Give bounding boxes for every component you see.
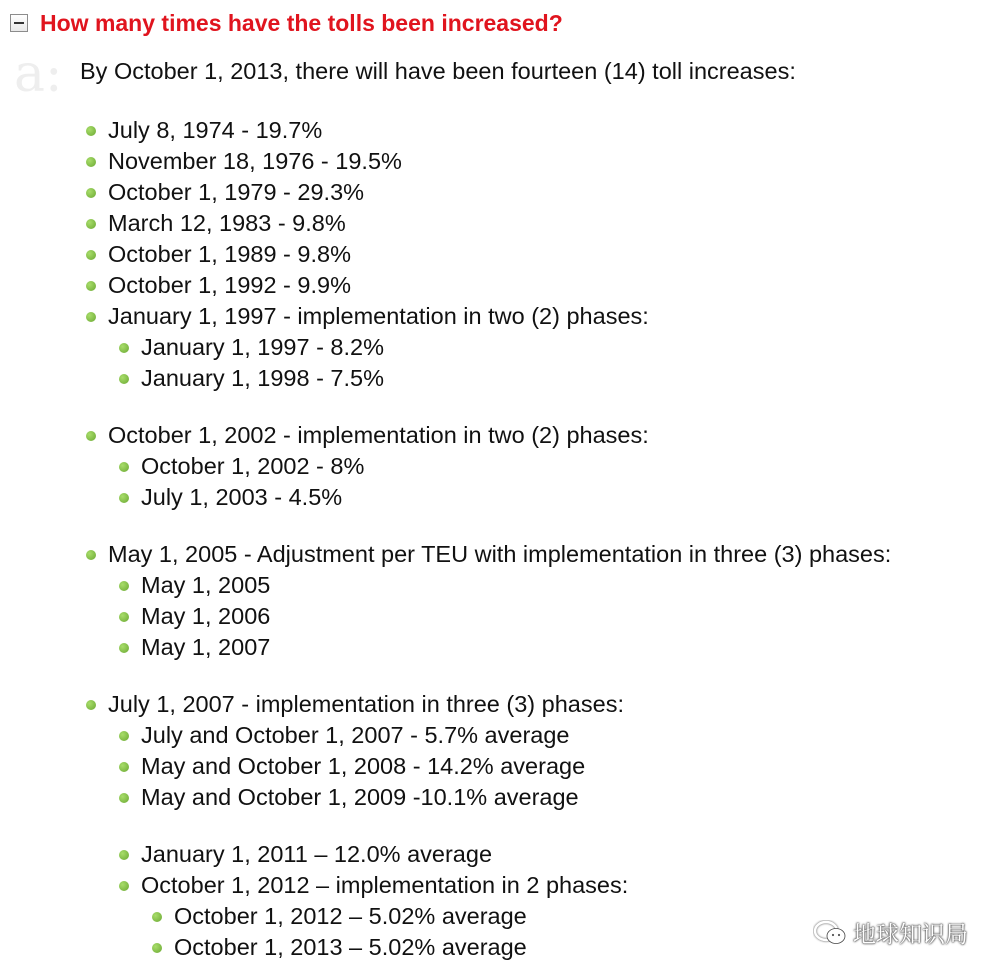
bullet-icon <box>119 612 129 622</box>
bullet-icon <box>119 343 129 353</box>
bullet-icon <box>86 312 96 322</box>
list-item <box>80 539 891 663</box>
list-item-text: October 1, 2002 - implementation in two (2) phases: <box>108 422 649 448</box>
bullet-icon <box>152 912 162 922</box>
list-item <box>80 177 891 208</box>
list-item <box>80 146 891 177</box>
sub-list-item <box>80 751 891 782</box>
sub-list-item-text: July and October 1, 2007 - 5.7% average <box>141 722 570 748</box>
answer-body <box>80 56 891 963</box>
sub-list-item <box>80 482 891 513</box>
watermark <box>813 916 968 949</box>
sub-list-item-text: May 1, 2006 <box>141 603 271 629</box>
collapse-toggle-icon[interactable] <box>10 14 28 32</box>
faq-header <box>10 8 563 38</box>
list-item <box>80 689 891 963</box>
sub-list-item <box>80 601 891 632</box>
bullet-icon <box>119 762 129 772</box>
list-item <box>80 301 891 394</box>
list-item-text: March 12, 1983 - 9.8% <box>108 210 346 236</box>
watermark-text: 地球知识局 <box>853 921 968 947</box>
bullet-icon <box>119 643 129 653</box>
bullet-icon <box>86 281 96 291</box>
bullet-icon <box>119 581 129 591</box>
sub-list-item-text: May and October 1, 2009 -10.1% average <box>141 784 579 810</box>
sub-list-item <box>80 870 891 963</box>
bullet-icon <box>152 943 162 953</box>
sub-list-item-text: May and October 1, 2008 - 14.2% average <box>141 753 586 779</box>
nested-list-item-text: October 1, 2013 – 5.02% average <box>174 934 527 960</box>
bullet-icon <box>86 126 96 136</box>
sub-list-item-text: October 1, 2012 – implementation in 2 phases: <box>141 872 629 898</box>
bullet-icon <box>119 881 129 891</box>
sub-list-item <box>80 570 891 601</box>
question-heading[interactable]: How many times have the tolls been increased? <box>40 9 563 36</box>
nested-list-item <box>80 932 891 963</box>
bullet-icon <box>119 793 129 803</box>
list-item-text: January 1, 1997 - implementation in two (2) phases: <box>108 303 649 329</box>
sub-list-item-text: January 1, 1997 - 8.2% <box>141 334 384 360</box>
sub-list-item <box>80 363 891 394</box>
phase-list <box>80 332 891 394</box>
answer-intro: By October 1, 2013, there will have been fourteen (14) toll increases: <box>80 58 796 84</box>
list-item-text: November 18, 1976 - 19.5% <box>108 148 402 174</box>
sub-list-item-text: May 1, 2007 <box>141 634 271 660</box>
bullet-icon <box>86 157 96 167</box>
sub-list-item-text: January 1, 2011 – 12.0% average <box>141 841 493 867</box>
list-item <box>80 208 891 239</box>
wechat-logo-icon <box>813 920 847 946</box>
list-item-text: October 1, 1992 - 9.9% <box>108 272 351 298</box>
bullet-icon <box>86 700 96 710</box>
sub-list-item-text: May 1, 2005 <box>141 572 271 598</box>
phase-list <box>80 451 891 513</box>
bullet-icon <box>86 431 96 441</box>
bullet-icon <box>86 550 96 560</box>
sub-list-item-text: October 1, 2002 - 8% <box>141 453 365 479</box>
phase-list <box>80 570 891 663</box>
sub-list-item <box>80 632 891 663</box>
list-item-text: October 1, 1979 - 29.3% <box>108 179 365 205</box>
bullet-icon <box>119 374 129 384</box>
bullet-icon <box>119 462 129 472</box>
list-item-text: May 1, 2005 - Adjustment per TEU with implementation in three (3) phases: <box>108 541 892 567</box>
toll-increase-list <box>80 115 891 963</box>
list-item <box>80 270 891 301</box>
list-item <box>80 115 891 146</box>
sub-list-item <box>80 839 891 870</box>
list-item <box>80 420 891 513</box>
bullet-icon <box>86 188 96 198</box>
nested-list-item-text: October 1, 2012 – 5.02% average <box>174 903 527 929</box>
nested-list-item <box>80 901 891 932</box>
bullet-icon <box>119 850 129 860</box>
sub-list-item <box>80 332 891 363</box>
sub-list-item-text: January 1, 1998 - 7.5% <box>141 365 384 391</box>
bullet-icon <box>86 219 96 229</box>
list-item-text: October 1, 1989 - 9.8% <box>108 241 351 267</box>
bullet-icon <box>86 250 96 260</box>
list-item-text: July 8, 1974 - 19.7% <box>108 117 323 143</box>
sub-list-item-text: July 1, 2003 - 4.5% <box>141 484 343 510</box>
answer-marker-icon: a: <box>14 44 63 104</box>
sub-list-item <box>80 782 891 813</box>
list-item-text: July 1, 2007 - implementation in three (3) phases: <box>108 691 624 717</box>
nested-phase-list <box>80 901 891 963</box>
phase-list <box>80 720 891 963</box>
sub-list-item <box>80 720 891 751</box>
sub-list-item <box>80 451 891 482</box>
list-item <box>80 239 891 270</box>
bullet-icon <box>119 731 129 741</box>
bullet-icon <box>119 493 129 503</box>
